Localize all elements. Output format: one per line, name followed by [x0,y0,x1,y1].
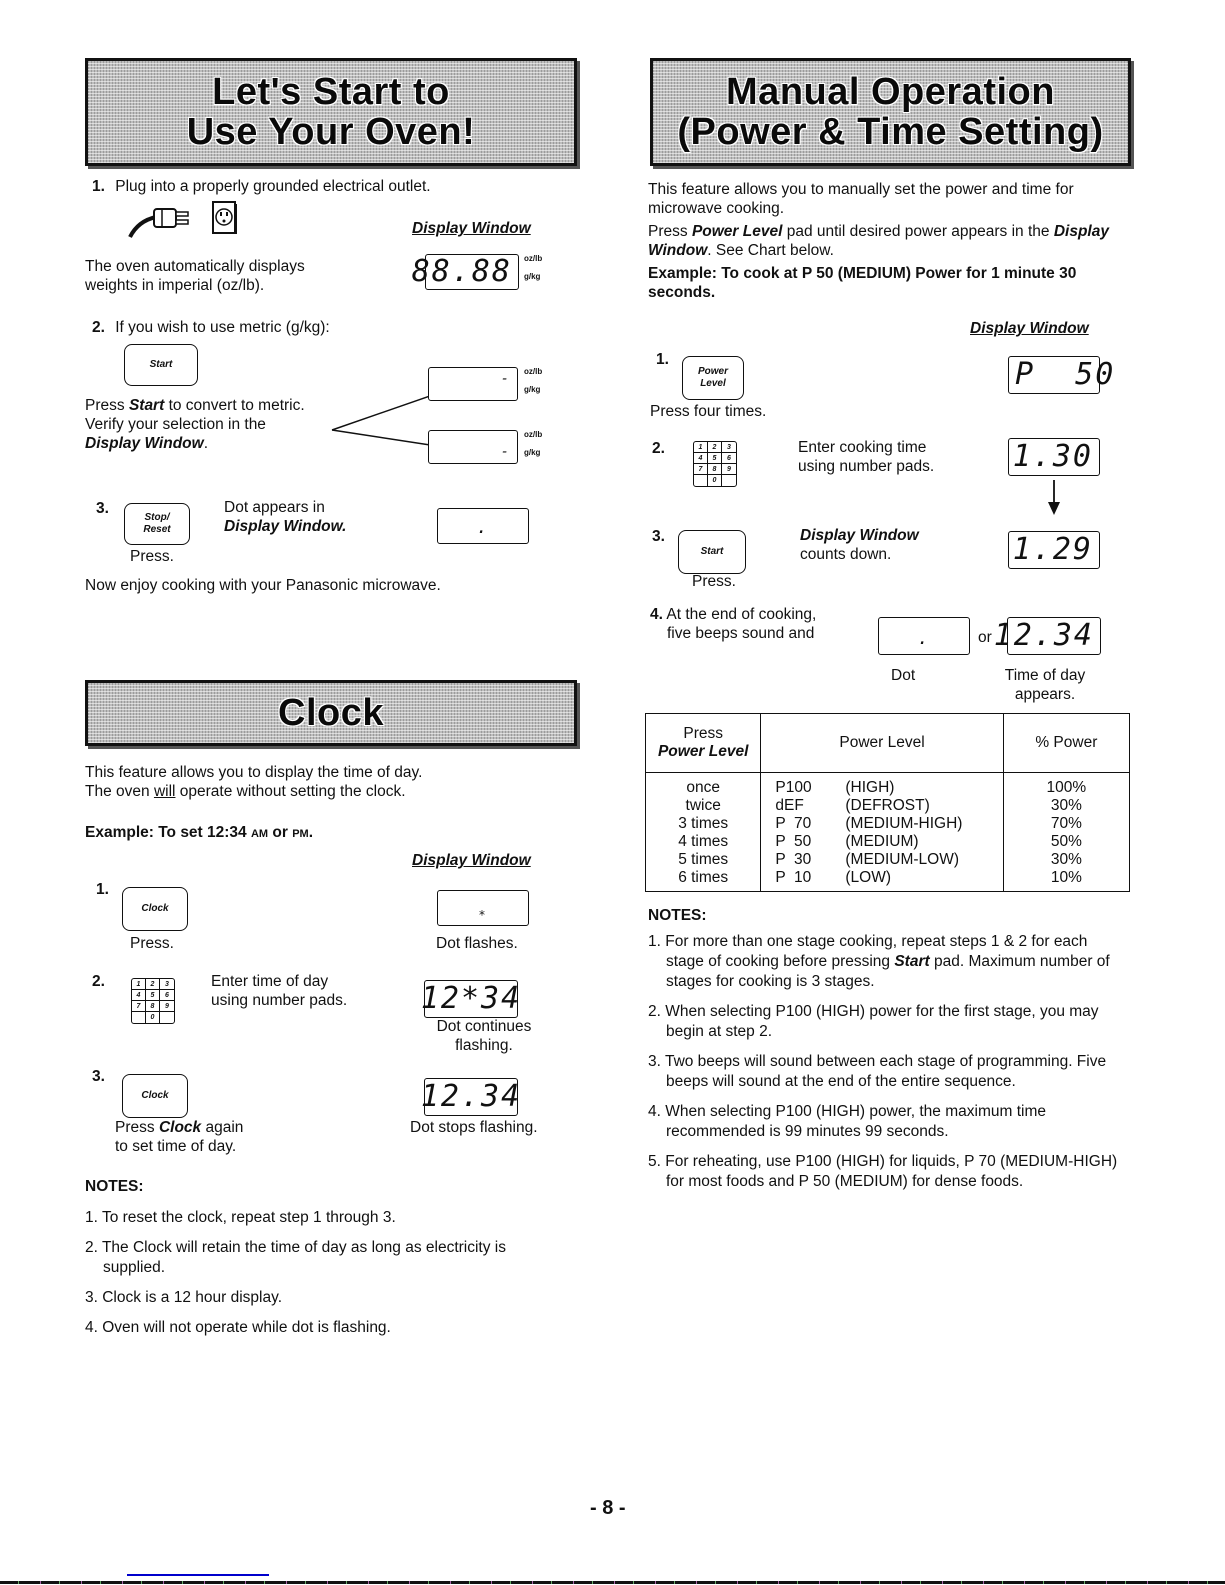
power-name: (MEDIUM-LOW) [845,851,960,868]
manual-note: 4. When selecting P100 (HIGH) power, the maximum time recommended is 99 minutes 99 seconds. [648,1103,1046,1140]
dot-appears-text: Dot appears in Display Window. [224,499,347,535]
start-pad-button[interactable]: Start [124,344,198,386]
clock-display-flashing-time: 12*34 [420,981,522,1016]
plug-icon [128,203,208,239]
key-2[interactable]: 2 [146,979,160,990]
key-9[interactable]: 9 [160,1001,174,1012]
page-number: - 8 - [590,1497,626,1519]
manual-note: 3. Two beeps will sound between each stage of programming. Five beeps will sound at the end of the entire sequence. [648,1053,1107,1090]
power-code: P100 [775,779,812,796]
clock-step2-text: Enter time of day using number pads. [211,973,348,1009]
press-column [646,773,761,892]
manual-step3-text: Display Window counts down. [800,527,919,563]
key-blank [132,1012,146,1023]
start-step2: 2. If you wish to use metric (g/kg): [92,319,330,336]
clock-intro: This feature allows you to display the time of day. The oven will operate without setting the clock. [85,764,423,800]
display-window-dot: . [437,508,529,544]
key-7[interactable]: 7 [694,464,708,475]
clock-step3-number: 3. [92,1068,105,1085]
manual-note: 5. For reheating, use P100 (HIGH) for liquids, P 70 (MEDIUM-HIGH) for most foods and P 50 (MEDIUM) for dense foods. [648,1153,1118,1190]
bottom-rule [0,1581,1225,1584]
unit-labels: oz/lb g/kg [524,254,543,281]
convert-metric-text: Press Start to convert to metric. Verify your selection in the Display Window. [85,397,305,452]
manual-number-pad[interactable] [693,441,737,487]
manual-step3-number: 3. [652,528,665,545]
key-6[interactable]: 6 [160,990,174,1001]
header-power-level: Power Level [761,714,1003,773]
key-0[interactable]: 0 [146,1012,160,1023]
key-blank [160,1012,174,1023]
power-level-column [761,773,1003,892]
manual-start-pad-button[interactable]: Start [678,530,746,574]
manual-note: 1. For more than one stage cooking, repeat steps 1 & 2 for each stage of cooking before pressing Start pad. Maximum number of stages for cooking is 3 stages. [648,933,1110,990]
link-underline[interactable] [127,1574,269,1576]
manual-step3-press: Press. [692,573,736,590]
power-code: P 70 [775,815,812,832]
key-1[interactable]: 1 [132,979,146,990]
key-2[interactable]: 2 [708,442,722,453]
press-four-times-caption: Press four times. [650,403,767,420]
manual-step2-number: 2. [652,440,665,457]
percent-column [1003,773,1129,892]
key-1[interactable]: 1 [694,442,708,453]
key-blank [722,475,736,486]
display-window-full: 88.88 [425,254,519,290]
key-6[interactable]: 6 [722,453,736,464]
manual-display-time-of-day: 12.34 [1007,617,1101,655]
table-cell-press: 6 times [678,869,729,886]
outlet-icon [212,201,238,235]
manual-intro: This feature allows you to manually set the power and time for microwave cooking. Press Power Level pad until desired power appears in the Display Window. See Chart below. Example: To cook at P 50 (MEDIUM) Power for 1 minute 30 seconds. [648,181,1109,301]
key-0[interactable]: 0 [708,475,722,486]
key-9[interactable]: 9 [722,464,736,475]
clock-pad-button-again[interactable]: Clock [122,1074,188,1118]
manual-display-power: P 50 [1008,356,1100,394]
manual-notes-title: NOTES: [648,907,707,924]
clock-number-pad[interactable] [131,978,175,1024]
clock-display-window-label: Display Window [412,852,531,869]
table-cell-press: once [686,779,720,796]
note-emphasis: Start [894,953,930,970]
stop-reset-pad-button[interactable]: Stop/ Reset [124,503,190,545]
dot-continues-caption: Dot continues flashing. [436,1018,532,1054]
table-cell-percent: 30% [1050,851,1082,868]
clock-note: 2. The Clock will retain the time of day as long as electricity is supplied. [85,1239,506,1276]
power-code: P 30 [775,851,812,868]
manual-display-window-label: Display Window [970,320,1089,337]
power-name: (HIGH) [845,779,895,796]
time-of-day-caption: Time of day appears. [1004,667,1086,703]
manual-note: 2. When selecting P100 (HIGH) power for the first stage, you may begin at step 2. [648,1003,1099,1040]
key-4[interactable]: 4 [694,453,708,464]
key-5[interactable]: 5 [146,990,160,1001]
table-cell-power-level [765,851,998,869]
table-cell-press: 3 times [678,815,729,832]
key-4[interactable]: 4 [132,990,146,1001]
unit-labels-imperial: oz/lb g/kg [524,367,543,394]
table-cell-power-level [765,797,998,815]
table-body [646,773,1130,892]
clock-step3-text: Press Clock again to set time of day. [115,1119,244,1155]
table-cell-press: 5 times [678,851,729,868]
table-cell-percent: 10% [1050,869,1082,886]
key-7[interactable]: 7 [132,1001,146,1012]
power-level-table [645,713,1130,892]
enjoy-text: Now enjoy cooking with your Panasonic microwave. [85,577,441,594]
power-name: (LOW) [845,869,892,886]
key-8[interactable]: 8 [146,1001,160,1012]
header-percent-power: % Power [1003,714,1129,773]
table-cell-percent: 50% [1050,833,1082,850]
clock-notes-title: NOTES: [85,1178,144,1195]
display-window-label: Display Window [412,220,531,237]
table-cell-power-level [765,869,998,887]
table-cell-percent: 100% [1046,779,1087,796]
key-3[interactable]: 3 [160,979,174,990]
clock-step1-number: 1. [96,881,109,898]
dot-stops-caption: Dot stops flashing. [410,1119,538,1136]
power-level-pad-button[interactable]: Power Level [682,356,744,400]
imperial-description: The oven automatically displays weights in imperial (oz/lb). [85,258,305,294]
start-step1: 1. Plug into a properly grounded electrical outlet. [92,178,431,195]
header-press: Press Power Level [646,714,761,773]
banner-clock: Clock [85,680,577,746]
table-header-row [646,714,1130,773]
power-name: (MEDIUM) [845,833,919,850]
key-8[interactable]: 8 [708,464,722,475]
clock-step2-number: 2. [92,973,105,990]
key-3[interactable]: 3 [722,442,736,453]
manual-display-countdown: 1.29 [1008,531,1100,569]
unit-labels-metric: oz/lb g/kg [524,430,543,457]
manual-step2-text: Enter cooking time using number pads. [798,439,935,475]
manual-display-end-dot: . [878,617,970,655]
table-cell-power-level [765,833,998,851]
key-blank [694,475,708,486]
power-code: P 10 [775,869,812,886]
table-cell-power-level [765,779,998,797]
power-name: (MEDIUM-HIGH) [845,815,963,832]
banner-lets-start [85,58,577,166]
clock-example: Example: To set 12:34 AM or PM. [85,824,314,841]
table-cell-percent: 70% [1050,815,1082,832]
banner-title: Let's Start to Use Your Oven! [186,71,476,153]
table-cell-power-level [765,815,998,833]
dot-flashes-caption: Dot flashes. [436,935,518,952]
stop-press-caption: Press. [130,548,174,565]
power-code: P 50 [775,833,812,850]
start-step3-number: 3. [96,500,109,517]
or-text: or [978,629,992,646]
manual-display-time: 1.30 [1008,438,1100,476]
clock-display-set-time: 12.34 [420,1079,522,1114]
clock-display-flashing-dot: * [437,890,529,926]
clock-step1-caption: Press. [130,935,174,952]
manual-step1-number: 1. [656,351,669,368]
display-window-metric: - [428,430,518,464]
clock-note: 1. To reset the clock, repeat step 1 through 3. [85,1209,396,1226]
clock-pad-button[interactable]: Clock [122,887,188,931]
banner-manual-operation: Manual Operation (Power & Time Setting) [650,58,1131,166]
dot-caption: Dot [891,667,916,684]
table-cell-press: twice [685,797,721,814]
display-window-imperial: - [428,367,518,401]
down-arrow-icon [1047,480,1061,516]
power-name: (DEFROST) [845,797,930,814]
table-cell-percent: 30% [1050,797,1082,814]
clock-note: 3. Clock is a 12 hour display. [85,1289,283,1306]
clock-note: 4. Oven will not operate while dot is flashing. [85,1319,391,1336]
manual-notes [648,932,1118,1202]
power-code: dEF [775,797,804,814]
key-5[interactable]: 5 [708,453,722,464]
manual-step4-text: 4. At the end of cooking, five beeps sound and [650,606,817,642]
clock-notes [85,1208,565,1348]
table-cell-press: 4 times [678,833,729,850]
